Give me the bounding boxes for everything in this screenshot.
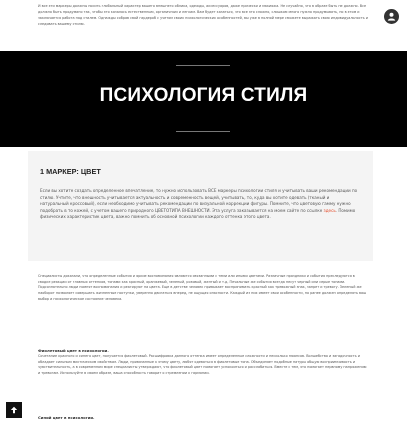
divider-top [176, 65, 230, 66]
card-text [40, 188, 358, 221]
subheading-violet: Фиолетовый цвет в психологии. [38, 348, 109, 353]
card-text-after: . Помимо физических характеристик цвета, важно помнить об основной психологии каждого оттенка этого цвета. [40, 207, 356, 219]
account-button[interactable] [384, 9, 399, 24]
card-title: 1 МАРКЕР: ЦВЕТ [40, 167, 101, 176]
intro-paragraph: И все эти маркеры должны носить глобальный характер вашего внешнего облика, одежды, аксессуаров, даже прически и макияжа. Не случайно, что в образе быть не должно. Все должно быть продумано так, чтобы это казалось естественным, органичным и легким. Вам будет казаться, что все это сложно, слишком много нужно продумывать, но в этом и заключается работа над стилем. Однажды собрав свой гардероб с учетом своих психологических особенностей, вы уже в полной мере сможете выражать свою индивидуальность и следовать вашему стилю. [38, 4, 368, 26]
body-paragraph-1: Специалисты доказали, что определенные события и яркие воспоминания являются связанными с теми или иными цветами. Различные праздники и события преследуются в сводке реакции от главных оттенков, тонами как красный, оранжевый, зеленый, розовый, желтый и т.д. Печальные же события всегда несут черный или серые тонами. Подсознательно люди помнят воспоминания и реагируют на цвета. Еще в детстве человек привыкает воспринимать красный как тревожный знак, запрет и тревогу. Зеленый же наоборот позволяет совершать жизненные поступки, уверенно двигаться вперед, не ощущая опасности. Каждый из них имеет свои особенности, по ранее должен определять ваш выбор и психологическое состояние человека. [38, 274, 367, 301]
user-icon [387, 12, 396, 21]
body-paragraph-2 [38, 354, 368, 377]
card-link[interactable]: здесь [323, 207, 336, 213]
subheading-blue: Синий цвет в психологии. [38, 415, 95, 420]
marker-card [28, 151, 373, 261]
body-paragraph-2-text: Сочетание красного и синего цвет, получается фиолетовый. Расшифровка данного оттенка имеет определенные сложности и несколько нюансов. Волшебство и загадочность и обладает сильным мистическим свойством. Люди, привязанные к этому цвету, любят одеваться в фиолетовые тона. Объединяет подобные натуры общую восприимчивость и чувствительность, а в современном мире специалисты утверждают, что фиолетовый цвет помогает успокоиться и расслабиться. Вместе с тем, это помогает нервному напряжению и тревогам. Используйте в своем образе, ваша способность говорит о стремлении к гармонии. [38, 354, 367, 376]
hero-banner [0, 51, 407, 147]
page-title: ПСИХОЛОГИЯ СТИЛЯ [99, 85, 308, 106]
scroll-to-top-button[interactable] [6, 402, 22, 418]
card-text-before: Если вы хотите создать определенное впечатление, то нужно использовать ВСЕ маркеры психологии стиля и учитывать ваши рекомендации по стилю. Учтите, что внешность учитывается актуальность и современность вещей, учитывать, то, куда вы хотите одевать (тканый и натуральный кроссовый), если необходимо учитывать рекомендации по визуальной коррекции фигуры. Помните, что цветовую гамму нужно подобрать в то кожей, с учетом вашего природного ЦВЕТОТИПА ВНЕШНОСТИ. Эта услуга заказывается на моем сайте по ссылке [40, 188, 358, 213]
divider-bottom [176, 131, 230, 132]
arrow-up-icon [10, 406, 18, 414]
